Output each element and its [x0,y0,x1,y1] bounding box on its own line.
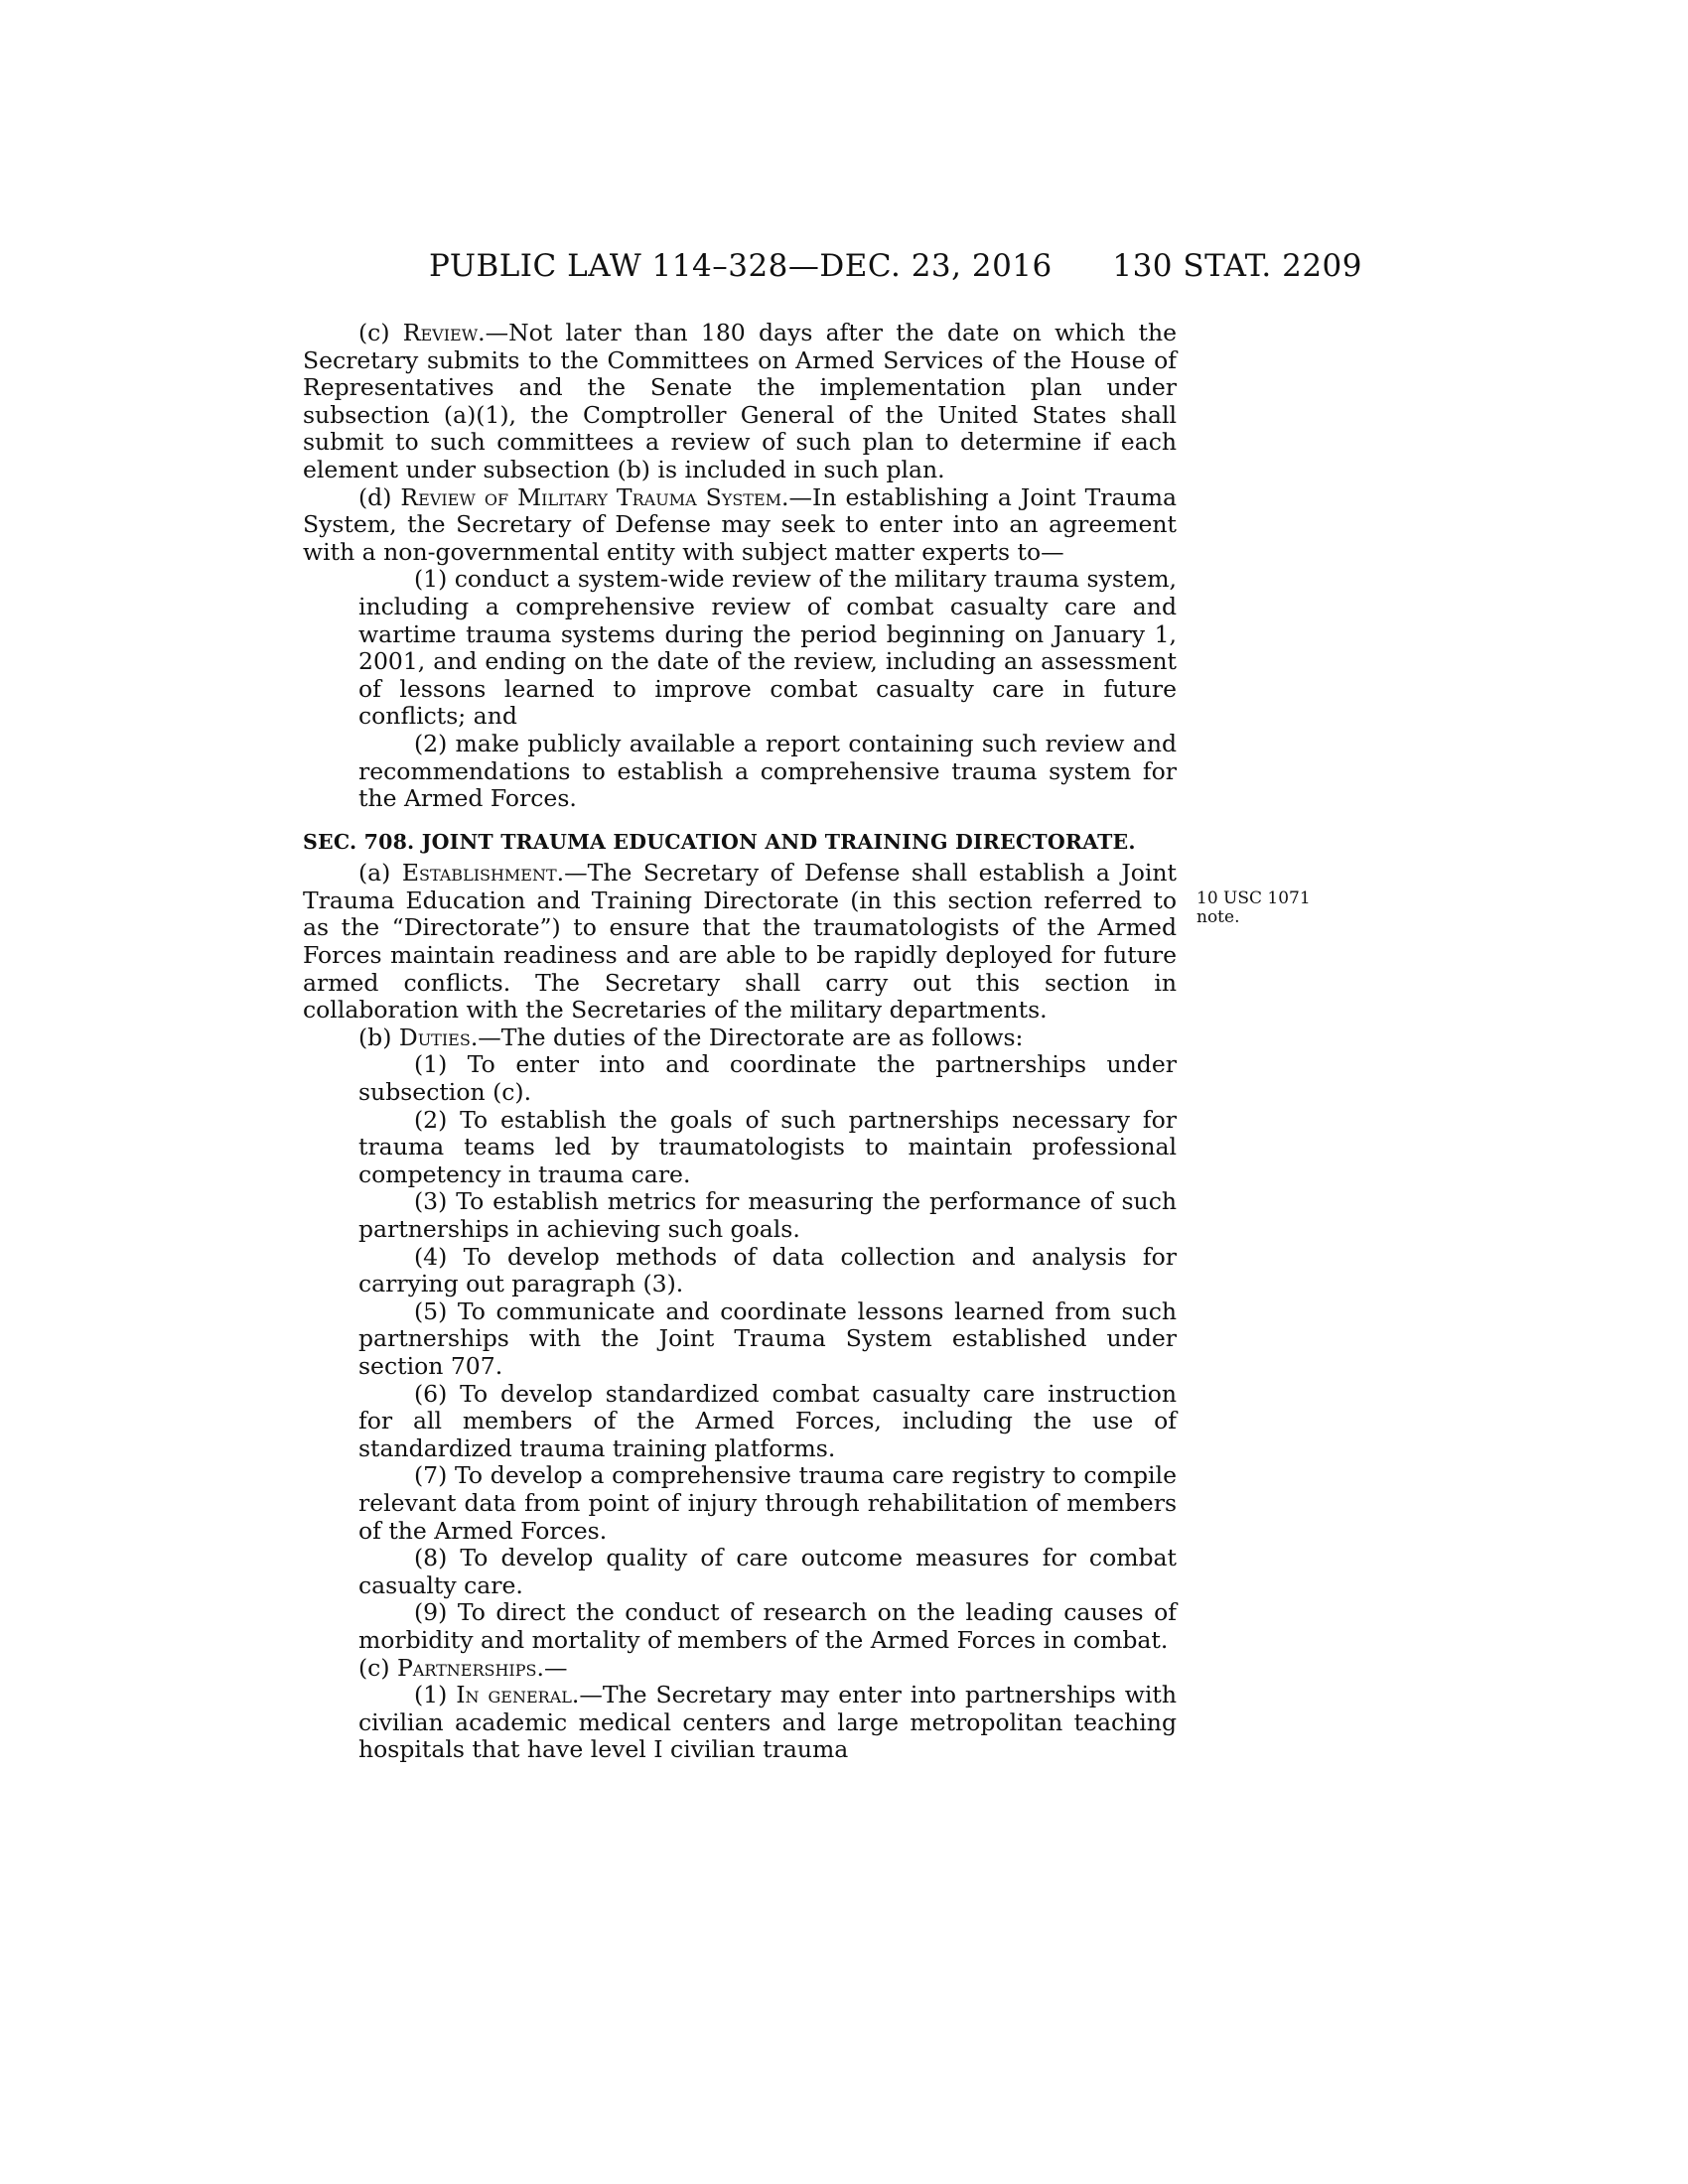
paragraph-707-d-1: (1) conduct a system-wide review of the military trauma system, including a comprehensive review of combat casualty care and wartime trauma systems during the period beginning on January 1, 2001, and ending on the date of the review, including an assessment of lessons learned to improve combat casualty care in future conflicts; and [358,565,1178,731]
paragraph-708-b-3: (3) To establish metrics for measuring the performance of such partnerships in achieving such goals. [358,1187,1177,1243]
subsection-708-a: (a) Establishment.—The Secretary of Defense shall establish a Joint Trauma Education and Training Directorate (in this section referred to as the “Directorate”) to ensure that the traumatologists of the Armed Forces maintain readiness and are able to be rapidly deployed for future armed conflicts. The Secretary shall carry out this section in collaboration with the Secretaries of the military departments. [303,859,1177,1024]
body-text [303,320,1177,1764]
paragraph-708-b-5: (5) To communicate and coordinate lessons learned from such partnerships with the Joint Trauma System established under section 707. [358,1297,1177,1380]
subsection-heading: Review of Military Trauma System [400,482,782,511]
subsection-707-d: (d) Review of Military Trauma System.—In establishing a Joint Trauma System, the Secretary of Defense may seek to enter into an agreement with a non-governmental entity with subject matter experts to— [303,482,1177,566]
margin-note [1196,889,1355,927]
paragraph-heading: In general [456,1681,572,1709]
subsection-708-c: (c) Partnerships.— [358,1653,568,1682]
paragraph-708-b-8: (8) To develop quality of care outcome measures for combat casualty care. [358,1544,1177,1599]
paragraph-708-b-1: (1) To enter into and coordinate the partnerships under subsection (c). [358,1050,1177,1107]
subsection-708-b: (b) Duties.—The duties of the Directorate are as follows: [358,1023,1024,1051]
subsection-707-c: (c) Review.—Not later than 180 days after the date on which the Secretary submits to the Committees on Armed Services of the House of Representatives and the Senate the implementation plan under subsection (a)(1), the Comptroller General of the United States shall submit to such committees a review of such plan to determine if each element under subsection (b) is included in such plan. [303,319,1177,483]
section-heading: SEC. 708. JOINT TRAUMA EDUCATION AND TRAINING DIRECTORATE. [303,829,1136,854]
margin-note-suffix: note. [1196,907,1240,927]
paragraph-708-b-6: (6) To develop standardized combat casualty care instruction for all members of the Armed Forces, including the use of standardized trauma training platforms. [358,1379,1177,1462]
running-header [429,248,1362,288]
subsection-heading: Establishment [401,859,557,887]
paragraph-708-b-2: (2) To establish the goals of such partnerships necessary for trauma teams led by traumatologists to maintain professional competency in trauma care. [358,1105,1177,1188]
paragraph-708-b-4: (4) To develop methods of data collection and analysis for carrying out paragraph (3). [358,1242,1177,1298]
subsection-heading: Review [402,319,479,346]
running-head-title: PUBLIC LAW 114–328—DEC. 23, 2016 [429,248,1053,284]
margin-note-citation: 10 USC 1071 [1196,888,1311,908]
page-number: 130 STAT. 2209 [1112,248,1362,284]
subsection-heading: Partnerships [396,1653,537,1682]
paragraph-708-c-1: (1) In general.—The Secretary may enter into partnerships with civilian academic medical centers and large metropolitan teaching hospitals that have level I civilian trauma [358,1681,1178,1764]
subsection-heading: Duties [398,1023,471,1051]
paragraph-707-d-2: (2) make publicly available a report containing such review and recommendations to establish a comprehensive trauma system for the Armed Forces. [358,729,1177,813]
paragraph-708-b-7: (7) To develop a comprehensive trauma care registry to compile relevant data from point of injury through rehabilitation of members of the Armed Forces. [358,1461,1177,1545]
paragraph-708-b-9: (9) To direct the conduct of research on the leading causes of morbidity and mortality of members of the Armed Forces in combat. [358,1598,1177,1654]
